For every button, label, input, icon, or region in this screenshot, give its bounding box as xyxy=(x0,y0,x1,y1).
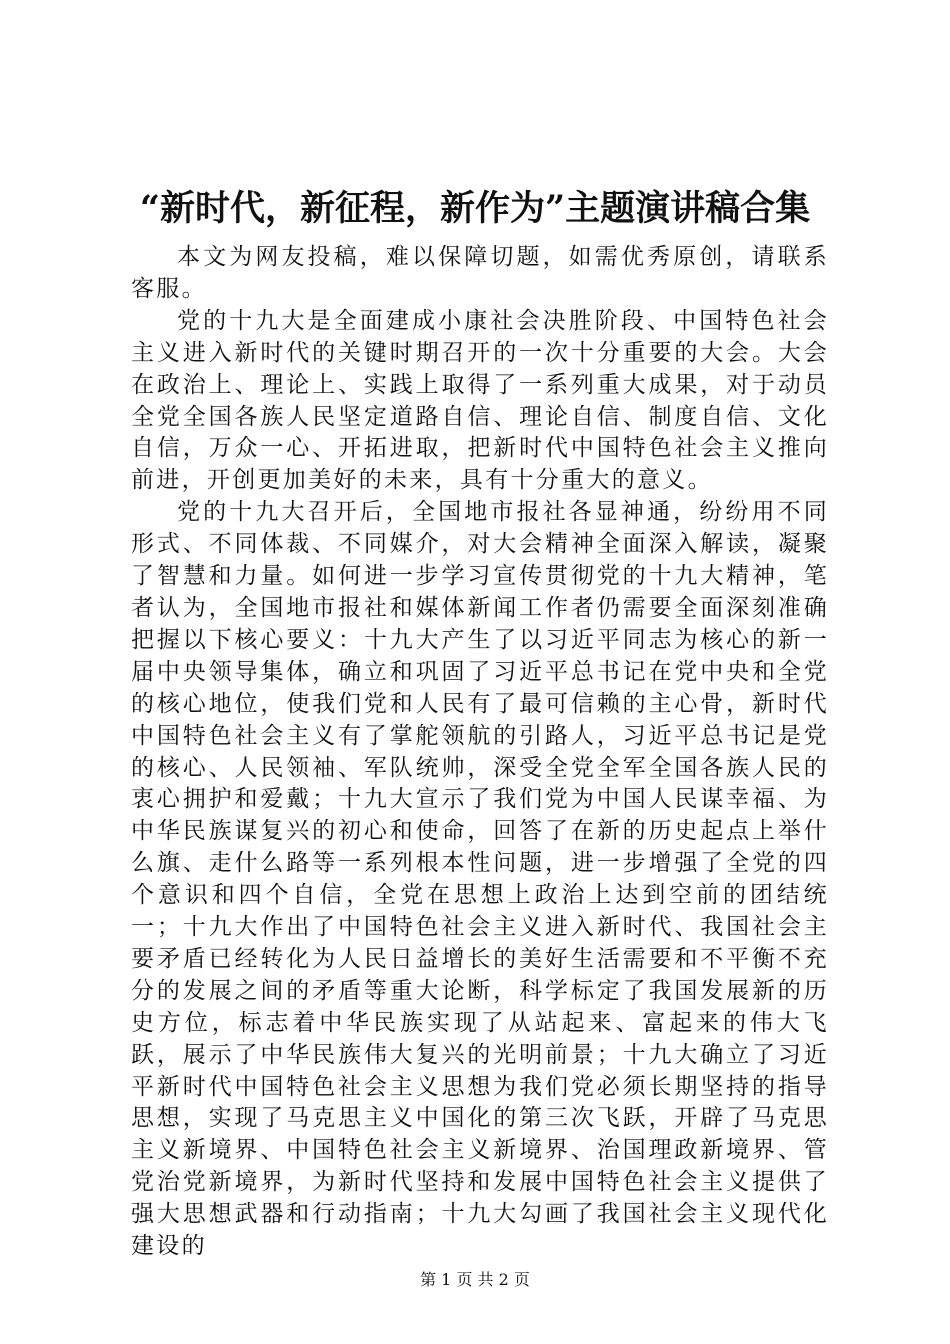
document-body xyxy=(131,242,829,1263)
page-number: 第 1 页 共 2 页 xyxy=(420,1270,530,1289)
document-title: “新时代，新征程，新作为”主题演讲稿合集 xyxy=(139,188,811,229)
paragraph-main: 党的十九大召开后，全国地市报社各显神通，纷纷用不同形式、不同体裁、不同媒介，对大会精神全面深入解读，凝聚了智慧和力量。如何进一步学习宣传贯彻党的十九大精神，笔者认为，全国地市报社和媒体新闻工作者仍需要全面深刻准确把握以下核心要义：十九大产生了以习近平同志为核心的新一届中央领导集体，确立和巩固了习近平总书记在党中央和全党的核心地位，使我们党和人民有了最可信赖的主心骨，新时代中国特色社会主义有了掌舵领航的引路人，习近平总书记是党的核心、人民领袖、军队统帅，深受全党全军全国各族人民的衷心拥护和爱戴；十九大宣示了我们党为中国人民谋幸福、为中华民族谋复兴的初心和使命，回答了在新的历史起点上举什么旗、走什么路等一系列根本性问题，进一步增强了全党的四个意识和四个自信，全党在思想上政治上达到空前的团结统一；十九大作出了中国特色社会主义进入新时代、我国社会主要矛盾已经转化为人民日益增长的美好生活需要和不平衡不充分的发展之间的矛盾等重大论断，科学标定了我国发展新的历史方位，标志着中华民族实现了从站起来、富起来的伟大飞跃，展示了中华民族伟大复兴的光明前景；十九大确立了习近平新时代中国特色社会主义思想为我们党必须长期坚持的指导思想，实现了马克思主义中国化的第三次飞跃，开辟了马克思主义新境界、中国特色社会主义新境界、治国理政新境界、管党治党新境界，为新时代坚持和发展中国特色社会主义提供了强大思想武器和行动指南；十九大勾画了我国社会主义现代化建设的 xyxy=(131,499,829,1260)
paragraph-disclaimer: 本文为网友投稿，难以保障切题，如需优秀原创，请联系客服。 xyxy=(131,244,829,302)
paragraph-intro: 党的十九大是全面建成小康社会决胜阶段、中国特色社会主义进入新时代的关键时期召开的一次十分重要的大会。大会在政治上、理论上、实践上取得了一系列重大成果，对于动员全党全国各族人民坚定道路自信、理论自信、制度自信、文化自信，万众一心、开拓进取，把新时代中国特色社会主义推向前进，开创更加美好的未来，具有十分重大的意义。 xyxy=(131,307,829,494)
